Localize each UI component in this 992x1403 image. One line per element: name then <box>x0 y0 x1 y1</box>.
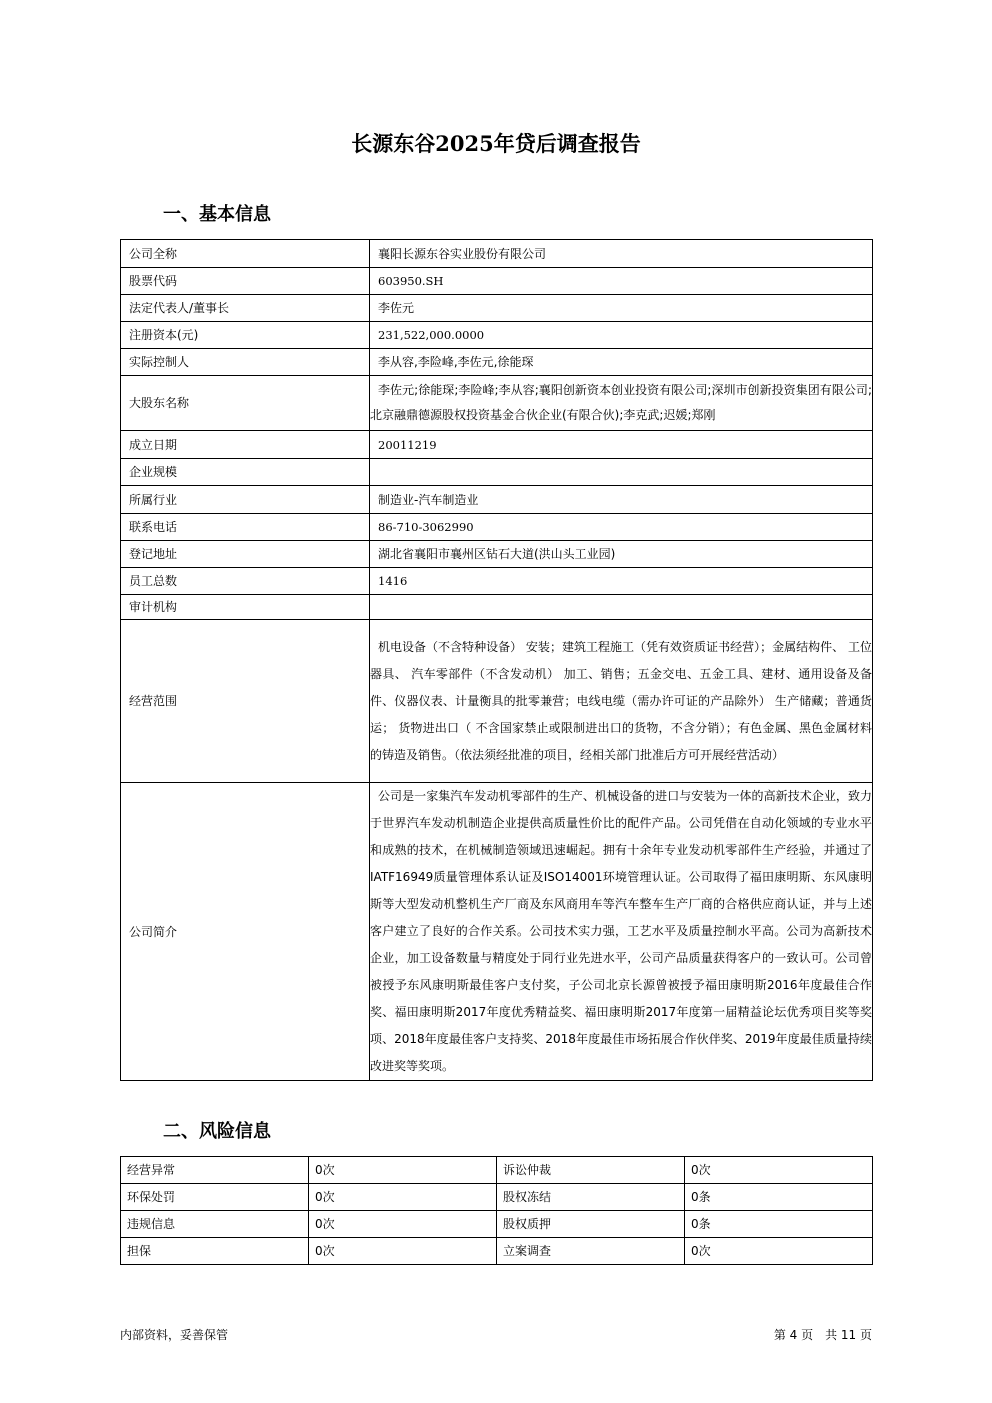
field-label: 大股东名称 <box>121 376 370 431</box>
table-row <box>121 595 873 620</box>
risk-value: 0条 <box>685 1184 873 1211</box>
section-heading-risk-info: 二、风险信息 <box>163 1121 271 1142</box>
footer-confidential-note: 内部资料，妥善保管 <box>120 1328 229 1342</box>
risk-label: 立案调查 <box>497 1238 685 1265</box>
field-value: 制造业-汽车制造业 <box>378 492 479 507</box>
table-row <box>121 349 873 376</box>
field-label: 法定代表人/董事长 <box>121 295 370 322</box>
report-title: 长源东谷2025年贷后调查报告 <box>351 131 641 156</box>
table-row <box>121 322 873 349</box>
risk-value: 0次 <box>309 1211 497 1238</box>
field-value: 公司是一家集汽车发动机零部件的生产、机械设备的进口与安装为一体的高新技术企业，致力于世界汽车发动机制造企业提供高质量性价比的配件产品。公司凭借在自动化领域的专业水平和成熟的技术，在机械制造领域迅速崛起。拥有十余年专业发动机零部件生产经验，并通过了IATF16949质量管理体系认证及ISO14001环境管理认证。公司取得了福田康明斯、东风康明斯等大型发动机整机生产厂商及东风商用车等汽车整车生产厂商的合格供应商认证，并与上述客户建立了良好的合作关系。公司技术实力强，工艺水平及质量控制水平高。公司为高新技术企业，加工设备数量与精度处于同行业先进水平，公司产品质量获得客户的一致认可。公司曾被授予东风康明斯最佳客户支付奖，子公司北京长源曾被授予福田康明斯2016年度最佳合作奖、福田康明斯2017年度优秀精益奖、福田康明斯2017年度第一届精益论坛优秀项目奖等奖项、2018年度最佳客户支持奖、2018年度最佳市场拓展合作伙伴奖、2019年度最佳质量持续改进奖等奖项。 <box>370 789 872 1073</box>
field-label: 所属行业 <box>121 486 370 514</box>
field-value: 机电设备（不含特种设备） 安装；建筑工程施工（凭有效资质证书经营）；金属结构件、 工位器具、 汽车零部件（不含发动机） 加工、销售；五金交电、五金工具、建材、通用设备及备件、仪器仪表、计量衡具的批零兼营；电线电缆（需办许可证的产品除外） 生产储藏；普通货运； 货物进出口（ 不含国家禁止或限制进出口的货物，不含分销）；有色金属、黑色金属材料的铸造及销售。（依法须经批准的项目，经相关部门批准后方可开展经营活动） <box>370 639 872 762</box>
field-label: 员工总数 <box>121 568 370 595</box>
table-row <box>121 541 873 568</box>
risk-label: 股权质押 <box>497 1211 685 1238</box>
table-row <box>121 431 873 459</box>
field-value: 231,522,000.0000 <box>378 328 485 342</box>
field-value: 李从容,李险峰,李佐元,徐能琛 <box>378 355 534 369</box>
field-label: 联系电话 <box>121 514 370 541</box>
field-value: 86-710-3062990 <box>378 520 474 534</box>
field-label: 公司全称 <box>121 240 370 268</box>
risk-value: 0次 <box>685 1238 873 1265</box>
risk-info-table <box>120 1156 873 1265</box>
table-row <box>121 1238 873 1265</box>
section-heading-basic-info: 一、基本信息 <box>163 204 271 225</box>
table-row <box>121 295 873 322</box>
field-label: 股票代码 <box>121 268 370 295</box>
field-label: 登记地址 <box>121 541 370 568</box>
field-value: 1416 <box>378 574 408 588</box>
field-value: 襄阳长源东谷实业股份有限公司 <box>378 246 547 261</box>
field-label: 实际控制人 <box>121 349 370 376</box>
risk-value: 0次 <box>309 1238 497 1265</box>
table-row <box>121 486 873 514</box>
table-row <box>121 620 873 783</box>
risk-label: 违规信息 <box>121 1211 309 1238</box>
risk-label: 经营异常 <box>121 1157 309 1184</box>
risk-label: 环保处罚 <box>121 1184 309 1211</box>
risk-value: 0条 <box>685 1211 873 1238</box>
table-row <box>121 1157 873 1184</box>
field-value: 李佐元 <box>378 301 415 315</box>
table-row <box>121 783 873 1081</box>
field-label: 经营范围 <box>121 620 370 783</box>
table-row <box>121 1211 873 1238</box>
table-row <box>121 1184 873 1211</box>
footer-page-number: 第 4 页 共 11 页 <box>773 1328 872 1342</box>
table-row <box>121 514 873 541</box>
table-row <box>121 376 873 431</box>
risk-value: 0次 <box>309 1157 497 1184</box>
risk-label: 股权冻结 <box>497 1184 685 1211</box>
basic-info-table <box>120 239 873 1081</box>
risk-value: 0次 <box>309 1184 497 1211</box>
field-label: 成立日期 <box>121 431 370 459</box>
risk-label: 担保 <box>121 1238 309 1265</box>
field-label: 注册资本(元) <box>121 322 370 349</box>
field-value: 20011219 <box>378 437 437 452</box>
table-row <box>121 240 873 268</box>
field-label: 审计机构 <box>121 595 370 620</box>
field-value: 李佐元;徐能琛;李险峰;李从容;襄阳创新资本创业投资有限公司;深圳市创新投资集团有限公司;北京融鼎德源股权投资基金合伙企业(有限合伙);李克武;迟媛;郑刚 <box>370 383 872 422</box>
field-value: 湖北省襄阳市襄州区钻石大道(洪山头工业园) <box>378 547 616 561</box>
table-row <box>121 459 873 486</box>
field-label: 公司简介 <box>121 783 370 1081</box>
risk-value: 0次 <box>685 1157 873 1184</box>
table-row <box>121 568 873 595</box>
risk-label: 诉讼仲裁 <box>497 1157 685 1184</box>
table-row <box>121 268 873 295</box>
field-value: 603950.SH <box>378 274 444 288</box>
field-label: 企业规模 <box>121 459 370 486</box>
